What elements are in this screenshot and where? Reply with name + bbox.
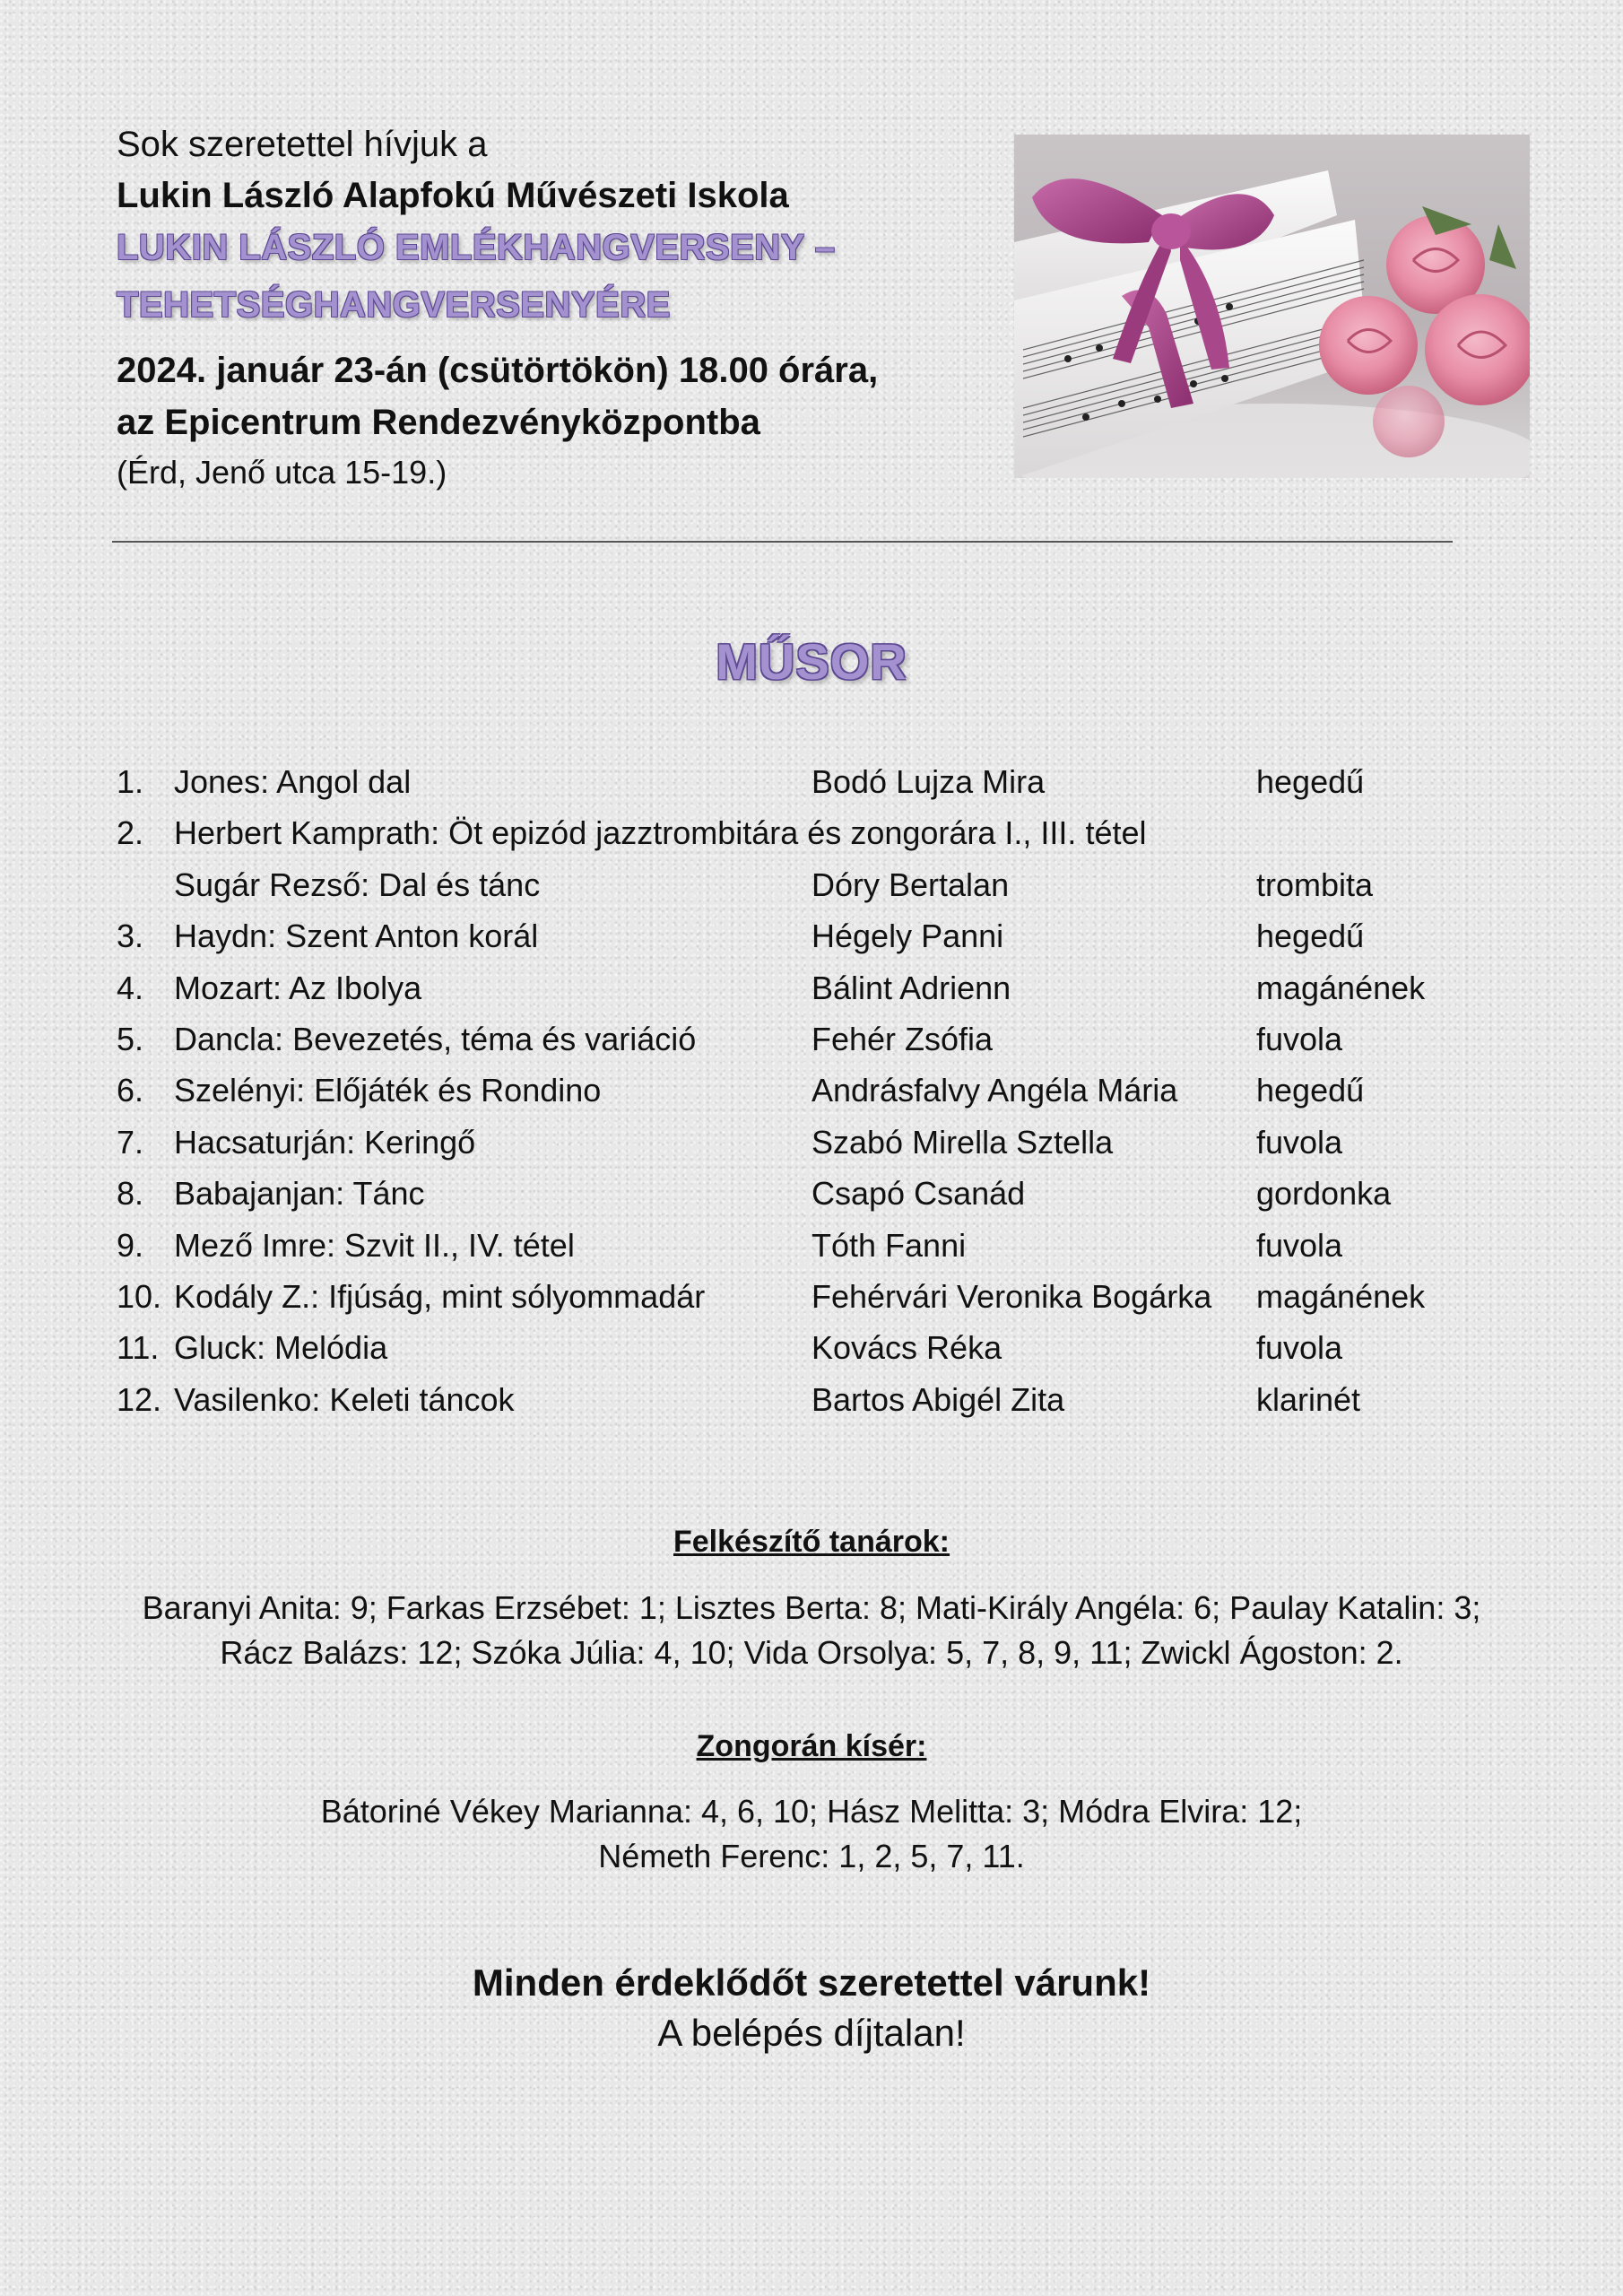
event-datetime: 2024. január 23-án (csütörtökön) 18.00 órára, <box>117 351 879 390</box>
program-instrument: magánének <box>1256 1277 1426 1315</box>
program-performer: Bartos Abigél Zita <box>812 1380 1065 1418</box>
teachers-line2: Rácz Balázs: 12; Szóka Júlia: 4, 10; Vida Orsolya: 5, 7, 8, 9, 11; Zwickl Ágoston: 2. <box>220 1634 1403 1671</box>
program-row <box>0 1322 1623 1373</box>
program-instrument: fuvola <box>1256 1123 1343 1161</box>
program-piece: Mező Imre: Szvit II., IV. tétel <box>174 1226 575 1264</box>
program-title: MŰSOR <box>716 633 907 690</box>
event-address: (Érd, Jenő utca 15-19.) <box>117 454 447 491</box>
school-name: Lukin László Alapfokú Művészeti Iskola <box>117 176 789 215</box>
program-performer: Dóry Bertalan <box>812 865 1010 903</box>
program-performer: Tóth Fanni <box>812 1226 967 1264</box>
program-number: 4. <box>117 969 144 1006</box>
program-piece: Vasilenko: Keleti táncok <box>174 1380 515 1418</box>
program-instrument: magánének <box>1256 969 1426 1006</box>
piano-line1: Bátoriné Vékey Marianna: 4, 6, 10; Hász Melitta: 3; Módra Elvira: 12; <box>320 1793 1303 1830</box>
program-piece: Mozart: Az Ibolya <box>174 969 422 1006</box>
program-number: 3. <box>117 918 144 955</box>
program-performer: Bálint Adrienn <box>812 969 1011 1006</box>
program-piece: Hacsaturján: Keringő <box>174 1123 476 1161</box>
program-performer: Andrásfalvy Angéla Mária <box>812 1072 1178 1109</box>
program-row <box>0 1271 1623 1322</box>
piano-heading: Zongorán kísér: <box>696 1729 927 1763</box>
program-row <box>0 859 1623 910</box>
program-number: 7. <box>117 1123 144 1161</box>
program-number: 6. <box>117 1072 144 1109</box>
program-row <box>0 910 1623 961</box>
program-piece: Dancla: Bevezetés, téma és variáció <box>174 1020 697 1057</box>
program-instrument: klarinét <box>1256 1380 1361 1418</box>
program-number: 1. <box>117 763 144 800</box>
sheet-music-roses-image <box>1014 135 1530 478</box>
program-piece: Sugár Rezső: Dal és tánc <box>174 865 541 903</box>
program-number: 11. <box>117 1329 160 1367</box>
program-number: 10. <box>117 1277 162 1315</box>
program-number: 12. <box>117 1380 162 1418</box>
teachers-heading: Felkészítő tanárok: <box>673 1525 950 1559</box>
program-instrument: fuvola <box>1256 1226 1343 1264</box>
program-instrument: gordonka <box>1256 1175 1392 1213</box>
program-instrument: hegedű <box>1256 918 1365 955</box>
program-piece: Haydn: Szent Anton korál <box>174 918 539 955</box>
program-row <box>0 962 1623 1013</box>
program-performer: Fehérvári Veronika Bogárka <box>812 1277 1212 1315</box>
program-instrument: hegedű <box>1256 763 1365 800</box>
program-number: 5. <box>117 1020 144 1057</box>
event-title-line1: LUKIN LÁSZLÓ EMLÉKHANGVERSENY – <box>117 228 836 267</box>
program-performer: Csapó Csanád <box>812 1175 1026 1213</box>
program-instrument: fuvola <box>1256 1020 1343 1057</box>
program-performer: Fehér Zsófia <box>812 1020 994 1057</box>
program-instrument: trombita <box>1256 865 1374 903</box>
program-performer: Bodó Lujza Mira <box>812 763 1046 800</box>
program-piece: Gluck: Melódia <box>174 1329 388 1367</box>
program-row <box>0 1168 1623 1219</box>
program-piece: Babajanjan: Tánc <box>174 1175 425 1213</box>
header-divider <box>112 541 1453 543</box>
program-piece: Szelényi: Előjáték és Rondino <box>174 1072 602 1109</box>
piano-line2: Németh Ferenc: 1, 2, 5, 7, 11. <box>598 1838 1025 1874</box>
closing-invitation: Minden érdeklődőt szeretettel várunk! <box>472 1961 1151 2004</box>
program-instrument: fuvola <box>1256 1329 1343 1367</box>
program-piece: Jones: Angol dal <box>174 763 412 800</box>
program-piece: Kodály Z.: Ifjúság, mint sólyommadár <box>174 1277 706 1315</box>
program-instrument: hegedű <box>1256 1072 1365 1109</box>
event-venue: az Epicentrum Rendezvényközpontba <box>117 403 760 442</box>
program-row <box>0 1117 1623 1168</box>
program-performer: Hégely Panni <box>812 918 1004 955</box>
program-number: 2. <box>117 814 144 852</box>
closing-free-entry: A belépés díjtalan! <box>657 2012 966 2054</box>
teachers-line1: Baranyi Anita: 9; Farkas Erzsébet: 1; Lisztes Berta: 8; Mati-Király Angéla: 6; Paulay Katalin: 3; <box>142 1589 1481 1626</box>
program-row <box>0 1374 1623 1425</box>
program-list <box>0 756 1623 1425</box>
program-performer: Kovács Réka <box>812 1329 1002 1367</box>
program-number: 9. <box>117 1226 144 1264</box>
program-row <box>0 1013 1623 1065</box>
event-title-line2: TEHETSÉGHANGVERSENYÉRE <box>117 285 671 325</box>
program-performer: Szabó Mirella Sztella <box>812 1123 1114 1161</box>
program-row <box>0 756 1623 807</box>
program-row <box>0 807 1623 858</box>
program-row <box>0 1220 1623 1271</box>
invitation-intro: Sok szeretettel hívjuk a <box>117 125 488 164</box>
program-row <box>0 1065 1623 1116</box>
program-piece: Herbert Kamprath: Öt epizód jazztrombitára és zongorára I., III. tétel <box>174 814 1147 852</box>
program-number: 8. <box>117 1175 144 1213</box>
